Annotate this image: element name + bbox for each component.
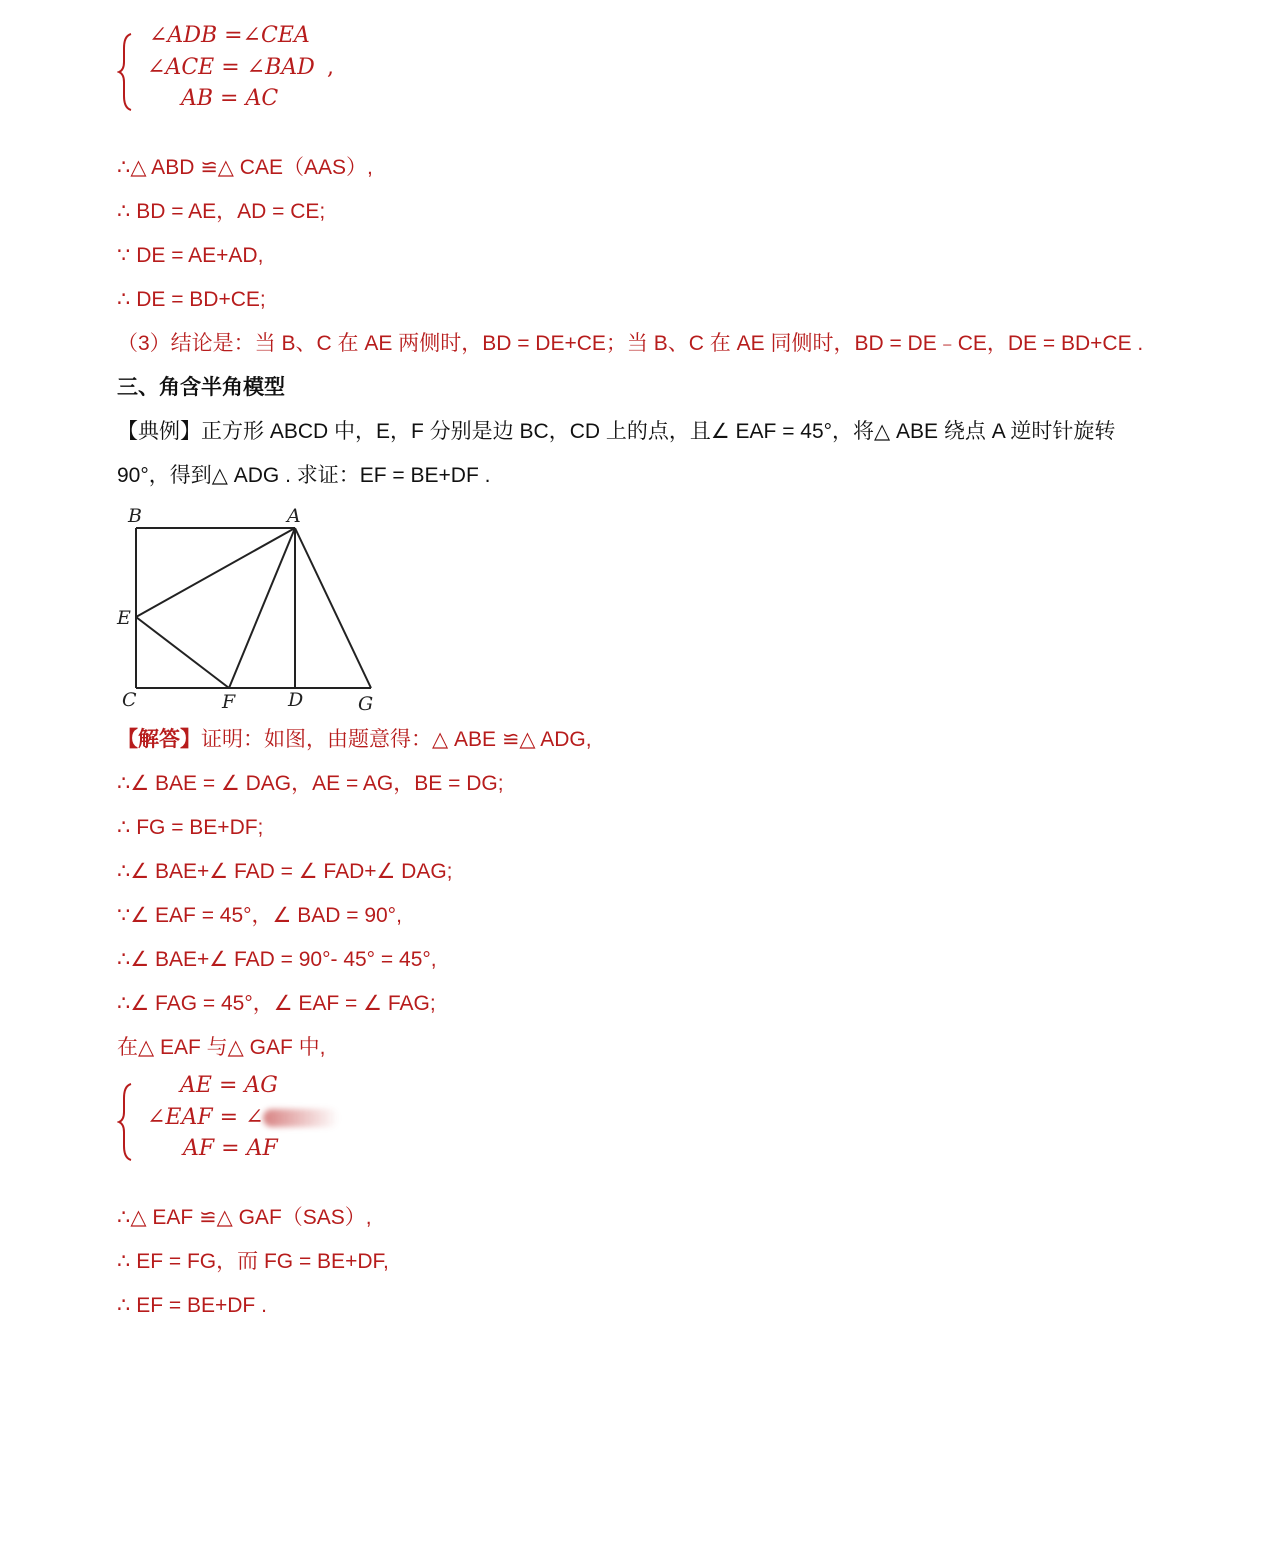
proof-line: ∴∠ BAE+∠ FAD = ∠ FAD+∠ DAG; bbox=[117, 860, 453, 883]
proof-line: ∴ BD = AE，AD = CE; bbox=[117, 200, 326, 223]
example-text: 【典例】正方形 ABCD 中，E，F 分别是边 BC，CD 上的点，且∠ EAF = 45°，将△ ABE 绕点 A 逆时针旋转 bbox=[117, 420, 1116, 443]
proof-line: ∴ FG = BE+DF; bbox=[117, 816, 264, 839]
left-brace-icon bbox=[117, 22, 147, 114]
segment-AE bbox=[136, 528, 295, 617]
proof-line: ∴ EF = BE+DF . bbox=[117, 1294, 267, 1317]
proof-line: ∵ DE = AE+AD, bbox=[117, 244, 264, 267]
blurred-region bbox=[263, 1109, 339, 1127]
answer-first-line: 证明：如图，由题意得：△ ABE ≌△ ADG, bbox=[201, 728, 592, 751]
equation-line: AE = AG bbox=[180, 1073, 278, 1098]
proof-line: ∴∠ BAE+∠ FAD = 90°- 45° = 45°, bbox=[117, 948, 437, 971]
label-D: D bbox=[288, 689, 304, 711]
segment-AF bbox=[229, 528, 295, 688]
proof-line: ∴△ EAF ≌△ GAF（SAS）, bbox=[117, 1206, 372, 1229]
geometry-figure bbox=[112, 500, 392, 720]
proof-line: ∵∠ EAF = 45°，∠ BAD = 90°, bbox=[117, 904, 402, 927]
equation-line: AF = AF bbox=[183, 1136, 278, 1161]
label-E: E bbox=[117, 607, 131, 629]
label-A: A bbox=[287, 505, 301, 527]
equation-line: ∠EAF = ∠ bbox=[147, 1105, 264, 1130]
equation-line: AB = AC bbox=[181, 86, 279, 111]
equation-line: ∠ACE = ∠BAD bbox=[147, 55, 315, 80]
label-G: G bbox=[358, 693, 374, 715]
equation-system-1 bbox=[117, 22, 377, 114]
section-title: 三、角含半角模型 bbox=[117, 376, 285, 399]
label-C: C bbox=[122, 689, 137, 711]
equation-system-2 bbox=[117, 1072, 377, 1164]
proof-line: ∴∠ FAG = 45°，∠ EAF = ∠ FAG; bbox=[117, 992, 436, 1015]
answer-line bbox=[117, 726, 592, 754]
proof-line: ∴△ ABD ≌△ CAE（AAS）, bbox=[117, 156, 373, 179]
segment-EF bbox=[136, 617, 229, 688]
proof-line: ∴ EF = FG，而 FG = BE+DF, bbox=[117, 1250, 389, 1273]
equation-comma: , bbox=[327, 55, 334, 80]
example-text: 90°，得到△ ADG . 求证：EF = BE+DF . bbox=[117, 464, 491, 487]
proof-line: ∴ DE = BD+CE; bbox=[117, 288, 266, 311]
proof-line: 在△ EAF 与△ GAF 中, bbox=[117, 1036, 326, 1059]
proof-line: ∴∠ BAE = ∠ DAG，AE = AG，BE = DG; bbox=[117, 772, 504, 795]
segment-AG bbox=[295, 528, 371, 688]
label-F: F bbox=[222, 691, 236, 713]
conclusion-line: （3）结论是：当 B、C 在 AE 两侧时，BD = DE+CE；当 B、C 在 AE 同侧时，BD = DE﹣CE，DE = BD+CE . bbox=[117, 332, 1144, 355]
left-brace-icon bbox=[117, 1072, 147, 1164]
equation-line: ∠ADB =∠CEA bbox=[149, 23, 310, 48]
label-B: B bbox=[128, 505, 142, 527]
answer-tag: 【解答】 bbox=[117, 728, 201, 751]
